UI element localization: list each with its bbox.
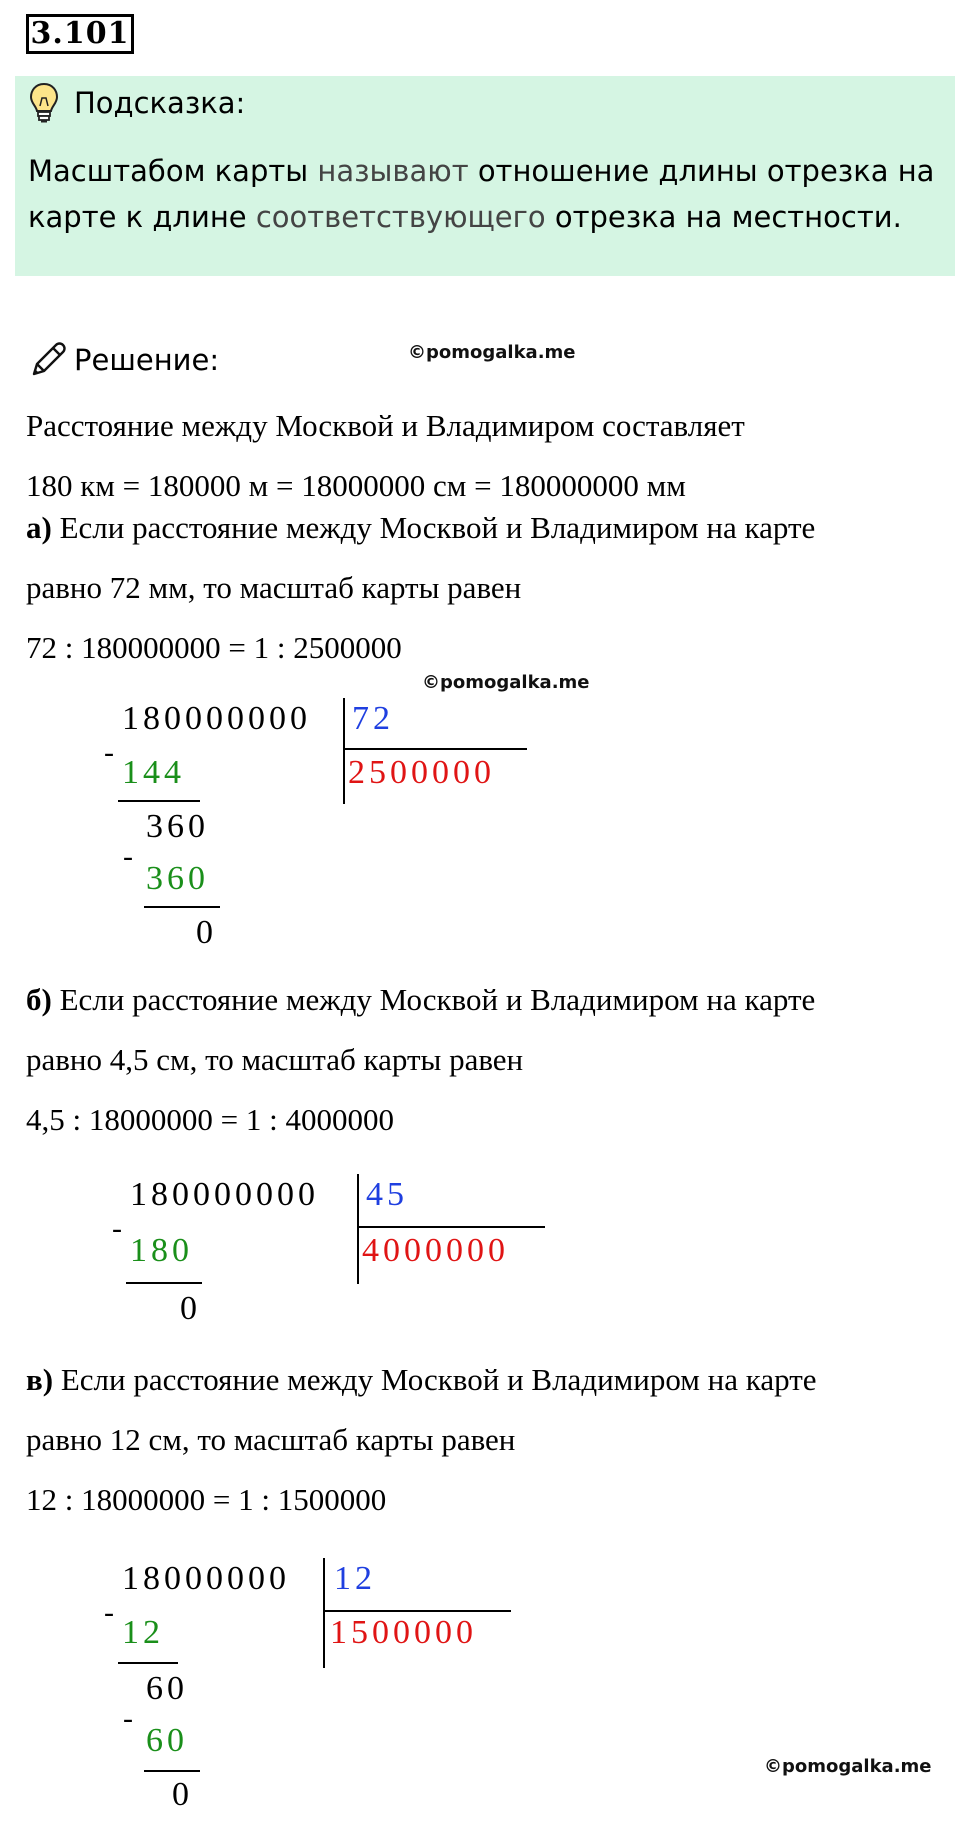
hint-phrase-1: отношение длины отрезка на [477, 154, 935, 188]
part-a-text-1: Если расстояние между Москвой и Владимиром на карте [51, 510, 816, 545]
part-b-text-1: Если расстояние между Москвой и Владимиром на карте [51, 982, 816, 1017]
division-c-quotient: 1500000 [330, 1614, 477, 1651]
part-c-text-1: Если расстояние между Москвой и Владимиром на карте [53, 1362, 817, 1397]
watermark: ©pomogalka.me [764, 1756, 932, 1777]
hint-period: . [892, 200, 902, 234]
division-a-divisor: 72 [352, 700, 394, 737]
part-c-label: в) [26, 1362, 54, 1397]
division-a-rem-1: 360 [146, 808, 209, 845]
lightbulb-icon [28, 82, 60, 124]
intro-line-2: 180 км = 180000 м = 18000000 см = 180000000 мм [26, 468, 686, 503]
division-c-sub-2: 60 [146, 1722, 188, 1759]
part-a-line-2: равно 72 мм, то масштаб карты равен [26, 570, 522, 605]
division-b-remainder: 0 [180, 1290, 201, 1327]
division-a-sub-1: 144 [122, 754, 185, 791]
pencil-icon [28, 340, 68, 380]
division-c-divisor: 12 [334, 1560, 376, 1597]
division-b-sub-1: 180 [130, 1232, 193, 1269]
hint-term: Масштабом карты [28, 154, 309, 188]
part-c-equation: 12 : 18000000 = 1 : 1500000 [26, 1482, 387, 1517]
division-a-quotient: 2500000 [348, 754, 495, 791]
hint-connector: называют [308, 154, 478, 188]
part-a-equation: 72 : 180000000 = 1 : 2500000 [26, 630, 402, 665]
watermark: ©pomogalka.me [408, 342, 576, 363]
hint-definition [28, 148, 934, 240]
division-b-dividend: 180000000 [130, 1176, 319, 1213]
task-number: 3.101 [26, 14, 134, 54]
hint-phrase-3: отрезка на местности [554, 200, 893, 234]
division-c-rem-1: 60 [146, 1670, 188, 1707]
hint-title: Подсказка: [74, 86, 246, 120]
part-b-line-1 [26, 982, 815, 1018]
part-a-line-1 [26, 510, 815, 546]
division-c-sub-1: 12 [122, 1614, 164, 1651]
division-a-remainder: 0 [196, 914, 217, 951]
part-b-label: б) [26, 982, 52, 1017]
division-a-dividend: 180000000 [122, 700, 311, 737]
solution-title: Решение: [74, 343, 220, 377]
part-a-label: а) [26, 510, 52, 545]
division-a-sub-2: 360 [146, 860, 209, 897]
intro-line-1: Расстояние между Москвой и Владимиром составляет [26, 408, 745, 443]
division-b-divisor: 45 [366, 1176, 408, 1213]
part-b-line-2: равно 4,5 см, то масштаб карты равен [26, 1042, 524, 1077]
division-b-quotient: 4000000 [362, 1232, 509, 1269]
division-c-remainder: 0 [172, 1776, 193, 1813]
part-c-line-1 [26, 1362, 817, 1398]
part-c-line-2: равно 12 см, то масштаб карты равен [26, 1422, 516, 1457]
hint-connector-2: соответствующего [246, 200, 555, 234]
hint-phrase-2: карте к длине [28, 200, 247, 234]
watermark: ©pomogalka.me [422, 672, 590, 693]
part-b-equation: 4,5 : 18000000 = 1 : 4000000 [26, 1102, 394, 1137]
division-c-dividend: 18000000 [122, 1560, 290, 1597]
